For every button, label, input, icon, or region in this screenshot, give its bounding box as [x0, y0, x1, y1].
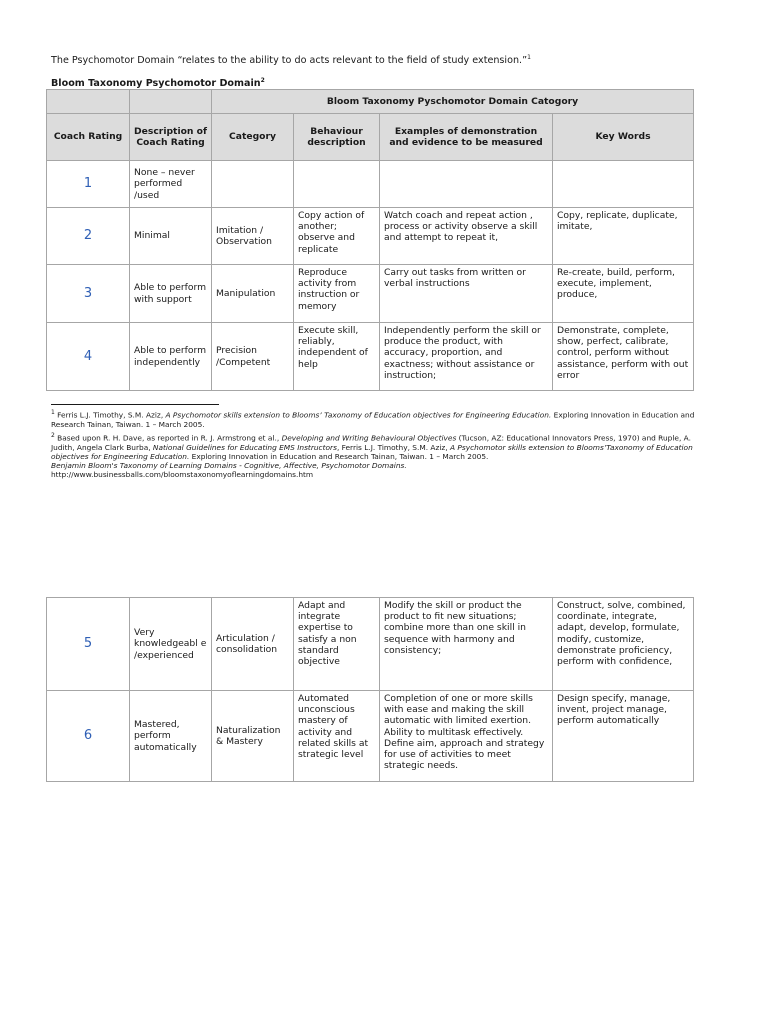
examples-cell [380, 161, 553, 208]
header-blank-cell [47, 90, 130, 114]
col-header-category: Category [212, 114, 294, 161]
category-cell: Precision /Competent [212, 323, 294, 391]
footnote-ref-1: 1 [527, 54, 531, 61]
examples-cell: Completion of one or more skills with ease and making the skill automatic with limited exertion. Ability to multitask effectively. Define aim, approach and strategy for use of activities to meet strategic needs. [380, 691, 553, 782]
psychomotor-table-part-1 [46, 89, 694, 391]
description-cell: Able to perform with support [130, 265, 212, 323]
group-header: Bloom Taxonomy Pyschomotor Domain Catogory [212, 90, 694, 114]
footnote-1 [51, 408, 716, 429]
col-header-coach-rating: Coach Rating [47, 114, 130, 161]
category-cell: Articulation / consolidation [212, 598, 294, 691]
coach-rating-cell: 2 [47, 208, 130, 265]
keywords-cell: Re-create, build, perform, execute, implement, produce, [553, 265, 694, 323]
footnote-text: Exploring Innovation in Education and Research Tainan, Taiwan. 1 – March 2005. [189, 451, 489, 461]
psychomotor-table-part-2 [46, 597, 694, 782]
table-row [47, 208, 694, 265]
footnote-text: Exploring Innovation in Education and Research Tainan, Taiwan. 1 – March 2005. [51, 410, 695, 429]
table-row [47, 161, 694, 208]
table-heading [51, 77, 265, 89]
category-cell [212, 161, 294, 208]
footnote-text: , Ferris L.J. Timothy, S.M. Aziz, [336, 442, 450, 452]
examples-cell: Modify the skill or product the product to fit new situations; combine more than one skill in sequence with harmony and consistency; [380, 598, 553, 691]
footnote-title: National Guidelines for Educating EMS Instructors [152, 442, 337, 452]
footnote-ref-2: 2 [260, 77, 265, 84]
footnote-text: Ferris L.J. Timothy, S.M. Aziz, [54, 410, 166, 420]
table-row [47, 691, 694, 782]
table-column-header-row [47, 114, 694, 161]
category-cell: Imitation / Observation [212, 208, 294, 265]
behaviour-cell: Execute skill, reliably, independent of help [294, 323, 380, 391]
footnote-title: Developing and Writing Behavioural Objectives [281, 433, 457, 443]
table-row [47, 323, 694, 391]
examples-cell: Carry out tasks from written or verbal instructions [380, 265, 553, 323]
footnote-title: A Psychomotor skills extension to Blooms’Taxonomy of Education objectives for Engineering Education. [51, 442, 693, 461]
examples-cell: Independently perform the skill or produce the product, with accuracy, proportion, and exactness; without assistance or instruction; [380, 323, 553, 391]
header-blank-cell [130, 90, 212, 114]
keywords-cell: Design specify, manage, invent, project manage, perform automatically [553, 691, 694, 782]
behaviour-cell: Adapt and integrate expertise to satisfy a non standard objective [294, 598, 380, 691]
coach-rating-cell: 3 [47, 265, 130, 323]
col-header-keywords: Key Words [553, 114, 694, 161]
description-cell: Minimal [130, 208, 212, 265]
examples-cell: Watch coach and repeat action , process or activity observe a skill and attempt to repeat it, [380, 208, 553, 265]
description-cell: None – never performed /used [130, 161, 212, 208]
behaviour-cell [294, 161, 380, 208]
keywords-cell [553, 161, 694, 208]
intro-text: The Psychomotor Domain “relates to the ability to do acts relevant to the field of study extension.” [51, 55, 528, 67]
footnote-2 [51, 431, 716, 479]
keywords-cell: Copy, replicate, duplicate, imitate, [553, 208, 694, 265]
footnote-link[interactable]: http://www.businessballs.com/bloomstaxonomyoflearningdomains.htm [51, 470, 314, 480]
footnote-number: 1 [51, 409, 55, 416]
category-cell: Manipulation [212, 265, 294, 323]
footnote-text: (Tucson, AZ: Educational Innovators Press, 1970) and Ruple, A. Judith, Angela Clark Burba, [51, 433, 691, 452]
col-header-behaviour: Behaviour description [294, 114, 380, 161]
col-header-description: Description of Coach Rating [130, 114, 212, 161]
footnote-text: Based upon R. H. Dave, as reported in R. J. Armstrong et al., [54, 433, 282, 443]
behaviour-cell: Automated unconscious mastery of activity and related skills at strategic level [294, 691, 380, 782]
footnote-title: Benjamin Bloom's Taxonomy of Learning Domains - Cognitive, Affective, Psychomotor Domains. [51, 461, 407, 471]
coach-rating-cell: 1 [47, 161, 130, 208]
behaviour-cell: Reproduce activity from instruction or memory [294, 265, 380, 323]
footnote-number: 2 [51, 432, 55, 439]
col-header-examples: Examples of demonstration and evidence to be measured [380, 114, 553, 161]
table-row [47, 598, 694, 691]
keywords-cell: Construct, solve, combined, coordinate, integrate, adapt, develop, formulate, modify, customize, demonstrate proficiency, perform with confidence, [553, 598, 694, 691]
keywords-cell: Demonstrate, complete, show, perfect, calibrate, control, perform without assistance, perform with out error [553, 323, 694, 391]
footnote-title: A Psychomotor skills extension to Blooms’ Taxonomy of Education objectives for Engineering Education. [165, 410, 552, 420]
description-cell: Mastered, perform automatically [130, 691, 212, 782]
heading-text: Bloom Taxonomy Psychomotor Domain [51, 78, 261, 90]
coach-rating-cell: 5 [47, 598, 130, 691]
behaviour-cell: Copy action of another; observe and replicate [294, 208, 380, 265]
table-group-header-row [47, 90, 694, 114]
description-cell: Able to perform independently [130, 323, 212, 391]
footnote-separator [51, 404, 219, 405]
description-cell: Very knowledgeabl e /experienced [130, 598, 212, 691]
intro-sentence [51, 54, 531, 66]
coach-rating-cell: 6 [47, 691, 130, 782]
table-row [47, 265, 694, 323]
coach-rating-cell: 4 [47, 323, 130, 391]
category-cell: Naturalization & Mastery [212, 691, 294, 782]
